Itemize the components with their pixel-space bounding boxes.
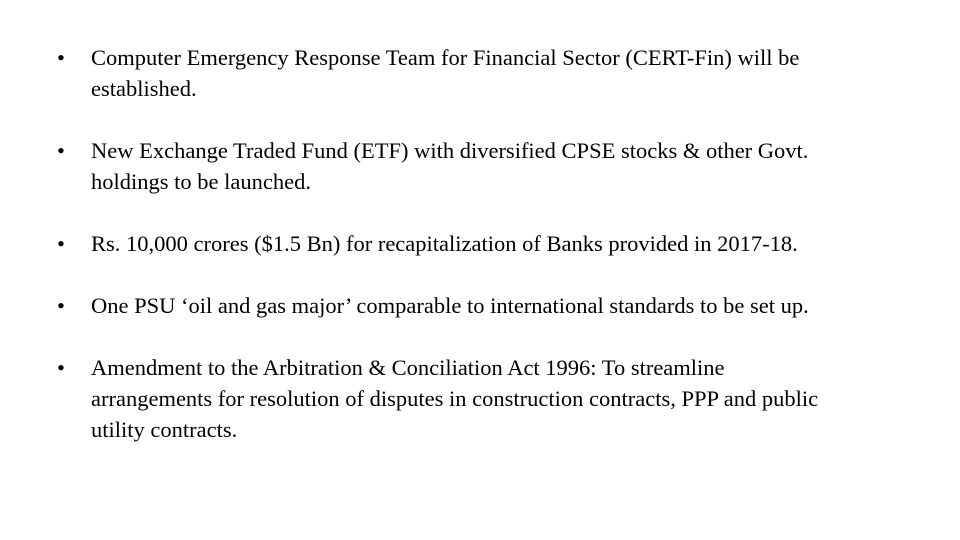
bullet-marker: • [57, 293, 65, 318]
bullet-marker: • [57, 45, 65, 70]
bullet-marker: • [57, 355, 65, 380]
bullet-text: New Exchange Traded Fund (ETF) with diversified CPSE stocks & other Govt. holdings to be launched. [91, 138, 809, 194]
bullet-item [0, 228, 841, 259]
bullet-item [0, 352, 841, 445]
bullet-item [0, 135, 841, 197]
bullet-list [0, 42, 960, 476]
bullet-marker: • [57, 138, 65, 163]
bullet-item [0, 42, 841, 104]
bullet-text: Computer Emergency Response Team for Financial Sector (CERT-Fin) will be established. [91, 45, 800, 101]
bullet-text: One PSU ‘oil and gas major’ comparable to international standards to be set up. [91, 293, 809, 318]
bullet-text: Amendment to the Arbitration & Conciliation Act 1996: To streamline arrangements for resolution of disputes in construction contracts, PPP and public utility contracts. [91, 355, 819, 442]
bullet-text: Rs. 10,000 crores ($1.5 Bn) for recapitalization of Banks provided in 2017-18. [91, 231, 798, 256]
bullet-item [0, 290, 841, 321]
bullet-marker: • [57, 231, 65, 256]
